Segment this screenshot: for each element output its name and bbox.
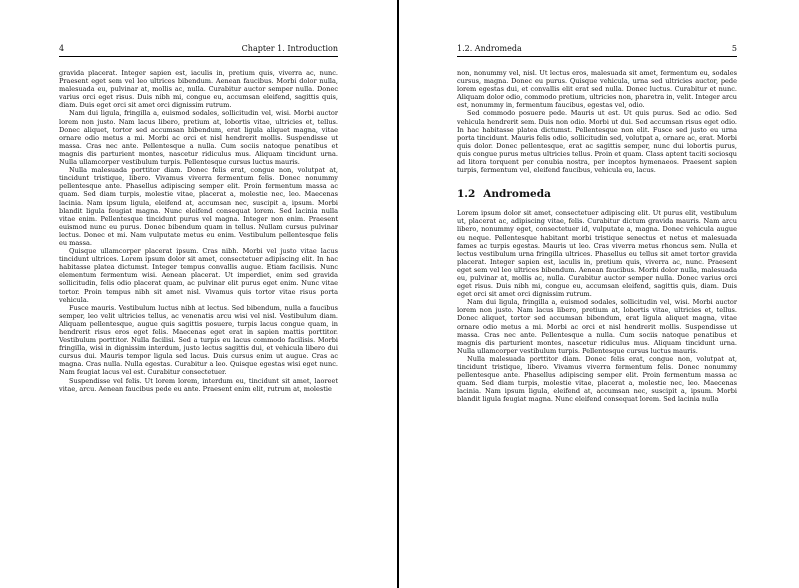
section-heading — [457, 188, 737, 201]
right-page-body — [457, 69, 737, 403]
chapter-title: Chapter 1. Introduction — [241, 44, 338, 53]
paragraph: Sed commodo posuere pede. Mauris ut est. Ut quis purus. Sed ac odio. Sed vehicula hendrerit sem. Duis non odio. Morbi ut dui. Sed accumsan risus eget odio. In hac habitasse platea dictumst. Pellentesque non elit. Fusce sed justo eu urna porta tincidunt. Mauris felis odio, sollicitudin sed, volutpat a, ornare ac, erat. Morbi quis dolor. Donec pellentesque, erat ac sagittis semper, nunc dui lobortis purus, quis congue purus metus ultricies tellus. Proin et quam. Class aptent taciti sociosqu ad litora torquent per conubia nostra, per inceptos hymenaeos. Praesent sapien turpis, fermentum vel, eleifend faucibus, vehicula eu, lacus. — [457, 109, 737, 175]
paragraph: Nulla malesuada porttitor diam. Donec felis erat, congue non, volutpat at, tincidunt tristique, libero. Vivamus viverra fermentum felis. Donec nonummy pellentesque ante. Phasellus adipiscing semper elit. Proin fermentum massa ac quam. Sed diam turpis, molestie vitae, placerat a, molestie nec, leo. Maecenas lacinia. Nam ipsum ligula, eleifend at, accumsan nec, suscipit a, ipsum. Morbi blandit ligula feugiat magna. Nunc eleifend consequat lorem. Sed lacinia nulla — [457, 354, 737, 404]
running-header-right — [457, 44, 737, 57]
paragraph: Lorem ipsum dolor sit amet, consectetuer adipiscing elit. Ut purus elit, vestibulum ut, placerat ac, adipiscing vitae, felis. Curabitur dictum gravida mauris. Nam arcu libero, nonummy eget, consectetuer id, vulputate a, magna. Donec vehicula augue eu neque. Pellentesque habitant morbi tristique senectus et netus et malesuada fames ac turpis egestas. Mauris ut leo. Cras viverra metus rhoncus sem. Nulla et lectus vestibulum urna fringilla ultrices. Phasellus eu tellus sit amet tortor gravida placerat. Integer sapien est, iaculis in, pretium quis, viverra ac, nunc. Praesent eget sem vel leo ultrices bibendum. Aenean faucibus. Morbi dolor nulla, malesuada eu, pulvinar at, mollis ac, nulla. Curabitur auctor semper nulla. Donec varius orci eget risus. Duis nibh mi, congue eu, accumsan eleifend, sagittis quis, diam. Duis eget orci sit amet orci dignissim rutrum. — [457, 209, 737, 299]
page-number: 5 — [731, 44, 737, 53]
paragraph: Nam dui ligula, fringilla a, euismod sodales, sollicitudin vel, wisi. Morbi auctor lorem non justo. Nam lacus libero, pretium at, lobortis vitae, ultricies et, tellus. Donec aliquet, tortor sed accumsan bibendum, erat ligula aliquet magna, vitae ornare odio metus a mi. Morbi ac orci et nisl hendrerit mollis. Suspendisse ut massa. Cras nec ante. Pellentesque a nulla. Cum sociis natoque penatibus et magnis dis parturient montes, nascetur ridiculus mus. Aliquam tincidunt urna. Nulla ullamcorper vestibulum turpis. Pellentesque cursus luctus mauris. — [59, 109, 338, 167]
page-number: 4 — [59, 44, 65, 53]
section-running-title: 1.2. Andromeda — [457, 44, 522, 53]
paragraph: non, nonummy vel, nisl. Ut lectus eros, malesuada sit amet, fermentum eu, sodales cursus, magna. Donec eu purus. Quisque vehicula, urna sed ultricies auctor, pede lorem egestas dui, et convallis elit erat sed nulla. Donec luctus. Curabitur et nunc. Aliquam dolor odio, commodo pretium, ultricies non, pharetra in, velit. Integer arcu est, nonummy in, fermentum faucibus, egestas vel, odio. — [457, 69, 737, 110]
paragraph: gravida placerat. Integer sapien est, iaculis in, pretium quis, viverra ac, nunc. Praesent eget sem vel leo ultrices bibendum. Aenean faucibus. Morbi dolor nulla, malesuada eu, pulvinar at, mollis ac, nulla. Curabitur auctor semper nulla. Donec varius orci eget risus. Duis nibh mi, congue eu, accumsan eleifend, sagittis quis, diam. Duis eget orci sit amet orci dignissim rutrum. — [59, 69, 338, 110]
left-page — [0, 0, 399, 588]
paragraph: Suspendisse vel felis. Ut lorem lorem, interdum eu, tincidunt sit amet, laoreet vitae, arcu. Aenean faucibus pede eu ante. Praesent enim elit, rutrum at, molestie — [59, 376, 338, 393]
paragraph: Nulla malesuada porttitor diam. Donec felis erat, congue non, volutpat at, tincidunt tristique, libero. Vivamus viverra fermentum felis. Donec nonummy pellentesque ante. Phasellus adipiscing semper elit. Proin fermentum massa ac quam. Sed diam turpis, molestie vitae, placerat a, molestie nec, leo. Maecenas lacinia. Nam ipsum ligula, eleifend at, accumsan nec, suscipit a, ipsum. Morbi blandit ligula feugiat magna. Nunc eleifend consequat lorem. Sed lacinia nulla vitae enim. Pellentesque tincidunt purus vel magna. Integer non enim. Praesent euismod nunc eu purus. Donec bibendum quam in tellus. Nullam cursus pulvinar lectus. Donec et mi. Nam vulputate metus eu enim. Vestibulum pellentesque felis eu massa. — [59, 166, 338, 247]
section-number: 1.2 — [457, 188, 476, 201]
section-title: Andromeda — [483, 188, 551, 201]
right-page — [399, 0, 799, 588]
running-header-left — [59, 44, 338, 57]
paragraph: Nam dui ligula, fringilla a, euismod sodales, sollicitudin vel, wisi. Morbi auctor lorem non justo. Nam lacus libero, pretium at, lobortis vitae, ultricies et, tellus. Donec aliquet, tortor sed accumsan bibendum, erat ligula aliquet magna, vitae ornare odio metus a mi. Morbi ac orci et nisl hendrerit mollis. Suspendisse ut massa. Cras nec ante. Pellentesque a nulla. Cum sociis natoque penatibus et magnis dis parturient montes, nascetur ridiculus mus. Aliquam tincidunt urna. Nulla ullamcorper vestibulum turpis. Pellentesque cursus luctus mauris. — [457, 298, 737, 355]
paragraph: Fusce mauris. Vestibulum luctus nibh at lectus. Sed bibendum, nulla a faucibus semper, leo velit ultricies tellus, ac venenatis arcu wisi vel nisl. Vestibulum diam. Aliquam pellentesque, augue quis sagittis posuere, turpis lacus congue quam, in hendrerit risus eros eget felis. Maecenas eget erat in sapien mattis porttitor. Vestibulum porttitor. Nulla facilisi. Sed a turpis eu lacus commodo facilisis. Morbi fringilla, wisi in dignissim interdum, justo lectus sagittis dui, et vehicula libero dui cursus dui. Mauris tempor ligula sed lacus. Duis cursus enim ut augue. Cras ac magna. Cras nulla. Nulla egestas. Curabitur a leo. Quisque egestas wisi eget nunc. Nam feugiat lacus vel est. Curabitur consectetuer. — [59, 303, 338, 377]
paragraph: Quisque ullamcorper placerat ipsum. Cras nibh. Morbi vel justo vitae lacus tincidunt ultrices. Lorem ipsum dolor sit amet, consectetuer adipiscing elit. In hac habitasse platea dictumst. Integer tempus convallis augue. Etiam facilisis. Nunc elementum fermentum wisi. Aenean placerat. Ut imperdiet, enim sed gravida sollicitudin, felis odio placerat quam, ac pulvinar elit purus eget enim. Nunc vitae tortor. Proin tempus nibh sit amet nisl. Vivamus quis tortor vitae risus porta vehicula. — [59, 247, 338, 304]
left-page-body — [59, 69, 338, 393]
